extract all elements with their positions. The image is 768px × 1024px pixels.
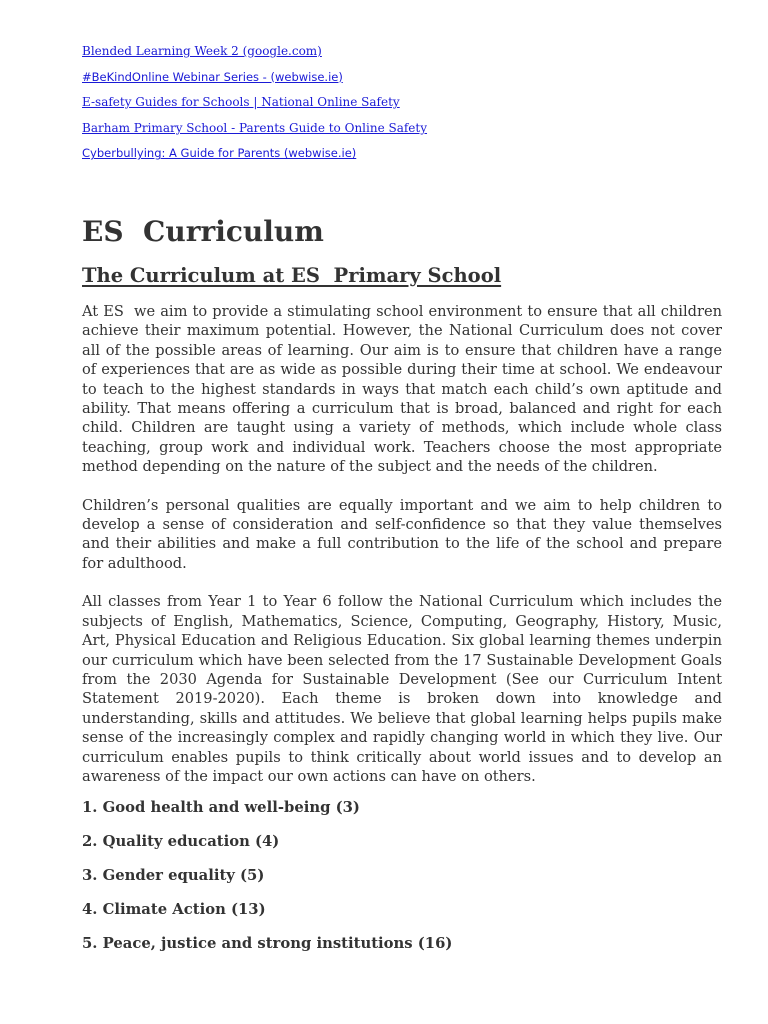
paragraph-aims: At ES we aim to provide a stimulating school environment to ensure that all children achieve their maximum potential. However, the National Curriculum does not cover all of the possible areas of learning. Our aim is to ensure that children have a range of experiences that are as wide as possible during their time at school. We endeavour to teach to the highest standards in ways that match each child’s own aptitude and ability. That means offering a curriculum that is broad, balanced and right for each child. Children are taught using a variety of methods, which include whole class teaching, group work and individual work. Teachers choose the most appropriate method depending on the nature of the subject and the needs of the children. <box>82 303 727 476</box>
resource-links <box>82 0 722 162</box>
link-cyberbullying-guide[interactable]: Cyberbullying: A Guide for Parents (webwise.ie) <box>82 146 357 161</box>
list-item: 4. Climate Action (13) <box>82 900 266 918</box>
page-title: ES Curriculum <box>82 215 324 248</box>
list-item: 2. Quality education (4) <box>82 832 280 850</box>
link-esafety-guides[interactable]: E-safety Guides for Schools | National Online Safety <box>82 95 400 110</box>
paragraph-national-curriculum: All classes from Year 1 to Year 6 follow the National Curriculum which includes the subjects of English, Mathematics, Science, Computing, Geography, History, Music, Art, Physical Education and Religious Education. Six global learning themes underpin our curriculum which have been selected from the 17 Sustainable Development Goals from the 2030 Agenda for Sustainable Development (See our Curriculum Intent Statement 2019-2020). Each theme is broken down into knowledge and understanding, skills and attitudes. We believe that global learning helps pupils make sense of the increasingly complex and rapidly changing world in which they live. Our curriculum enables pupils to think critically about world issues and to develop an awareness of the impact our own actions can have on others. <box>82 593 727 785</box>
list-item: 3. Gender equality (5) <box>82 866 265 884</box>
list-item: 5. Peace, justice and strong institutions (16) <box>82 934 453 952</box>
body-text <box>82 302 727 805</box>
link-blended-learning[interactable]: Blended Learning Week 2 (google.com) <box>82 44 322 58</box>
link-barham-parents-guide[interactable]: Barham Primary School - Parents Guide to Online Safety <box>82 120 428 135</box>
link-bekindonline-webinar[interactable]: #BeKindOnline Webinar Series - (webwise.ie) <box>82 69 343 84</box>
paragraph-personal-qualities: Children’s personal qualities are equally important and we aim to help children to develop a sense of consideration and self-confidence so that they value themselves and their abilities and make a full contribution to the life of the school and prepare for adulthood. <box>82 496 727 572</box>
themes-list <box>82 797 452 966</box>
list-item: 1. Good health and well-being (3) <box>82 799 360 816</box>
section-heading: The Curriculum at ES Primary School <box>82 264 502 287</box>
